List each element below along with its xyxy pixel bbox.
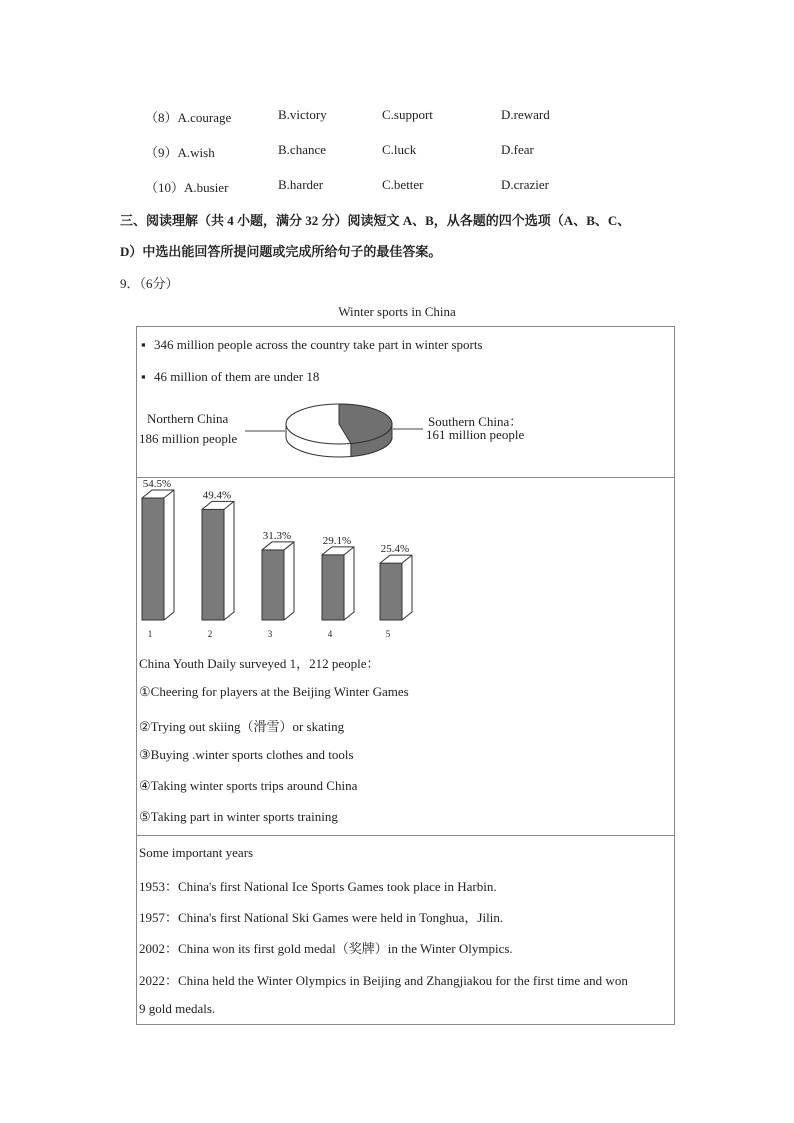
year-1957: 1957：China's first National Ski Games were held in Tonghua，Jilin. (139, 910, 504, 925)
pie-label-south-1: Southern China： (428, 414, 523, 429)
survey-item-3: ③Buying .winter sports clothes and tools (139, 747, 354, 762)
section-title-line1: 三、阅读理解（共 4 小题，满分 32 分）阅读短文 A、B，从各题的四个选项（A、B、C、 (120, 213, 631, 228)
pie-chart (137, 327, 674, 477)
bullet-2: ▪ (141, 369, 146, 384)
fact-under-18: 46 million of them are under 18 (154, 369, 320, 384)
years-heading: Some important years (139, 845, 254, 860)
option-a: （8）A.courage (145, 110, 232, 125)
year-2022: 2022：China held the Winter Olympics in Beijing and Zhangjiakou for the first time and won (139, 973, 628, 988)
bar-1-value-label: 54.5% (142, 478, 172, 490)
bar-5-category-label: 5 (385, 629, 391, 639)
bar-5 (380, 563, 402, 620)
section-title-line2: D）中选出能回答所提问题或完成所给句子的最佳答案。 (120, 244, 442, 259)
bar-chart (137, 478, 437, 643)
bar-1-category-label: 1 (147, 629, 153, 639)
survey-item-5: ⑤Taking part in winter sports training (139, 809, 338, 824)
bar-5-value-label: 25.4% (380, 543, 410, 556)
option-c: C.support (382, 107, 433, 122)
bar-2-value-label: 49.4% (202, 489, 232, 502)
option-d: D.reward (501, 107, 550, 122)
bar-4-value-label: 29.1% (322, 534, 352, 547)
year-2002: 2002：China won its first gold medal（奖牌）in the Winter Olympics. (139, 941, 513, 956)
pie-group (286, 404, 392, 457)
bar-4-category-label: 4 (327, 629, 333, 639)
option-b: B.harder (278, 177, 324, 192)
option-d: D.fear (501, 142, 534, 157)
survey-item-2: ②Trying out skiing（滑雪）or skating (139, 719, 345, 734)
survey-item-1: ①Cheering for players at the Beijing Winter Games (139, 684, 409, 699)
year-1953: 1953：China's first National Ice Sports Games took place in Harbin. (139, 879, 497, 894)
option-a: （10）A.busier (145, 180, 229, 195)
pie-label-south-2: 161 million people (426, 427, 525, 442)
option-d: D.crazier (501, 177, 549, 192)
bar-1 (142, 498, 164, 620)
pie-label-north-2: 186 million people (139, 431, 238, 446)
question-number: 9．（6分） (120, 276, 179, 291)
option-c: C.better (382, 177, 424, 192)
option-c: C.luck (382, 142, 417, 157)
bar-4 (322, 555, 344, 620)
divider-2 (137, 835, 674, 836)
fact-participants: 346 million people across the country take part in winter sports (154, 337, 483, 352)
bar-2-category-label: 2 (207, 629, 213, 639)
option-a: （9）A.wish (145, 145, 215, 160)
bar-2 (202, 509, 224, 620)
pie-label-north-1: Northern China (147, 411, 229, 426)
survey-item-4: ④Taking winter sports trips around China (139, 778, 358, 793)
bullet-1: ▪ (141, 337, 146, 352)
survey-intro: China Youth Daily surveyed 1，212 people： (139, 656, 380, 671)
bar-3 (262, 550, 284, 620)
year-2022-cont: 9 gold medals. (139, 1001, 216, 1016)
info-box (136, 326, 675, 1025)
option-b: B.victory (278, 107, 327, 122)
bar-3-category-label: 3 (267, 629, 273, 639)
option-b: B.chance (278, 142, 327, 157)
figure-caption: Winter sports in China (338, 304, 456, 319)
bar-3-value-label: 31.3% (262, 529, 292, 542)
